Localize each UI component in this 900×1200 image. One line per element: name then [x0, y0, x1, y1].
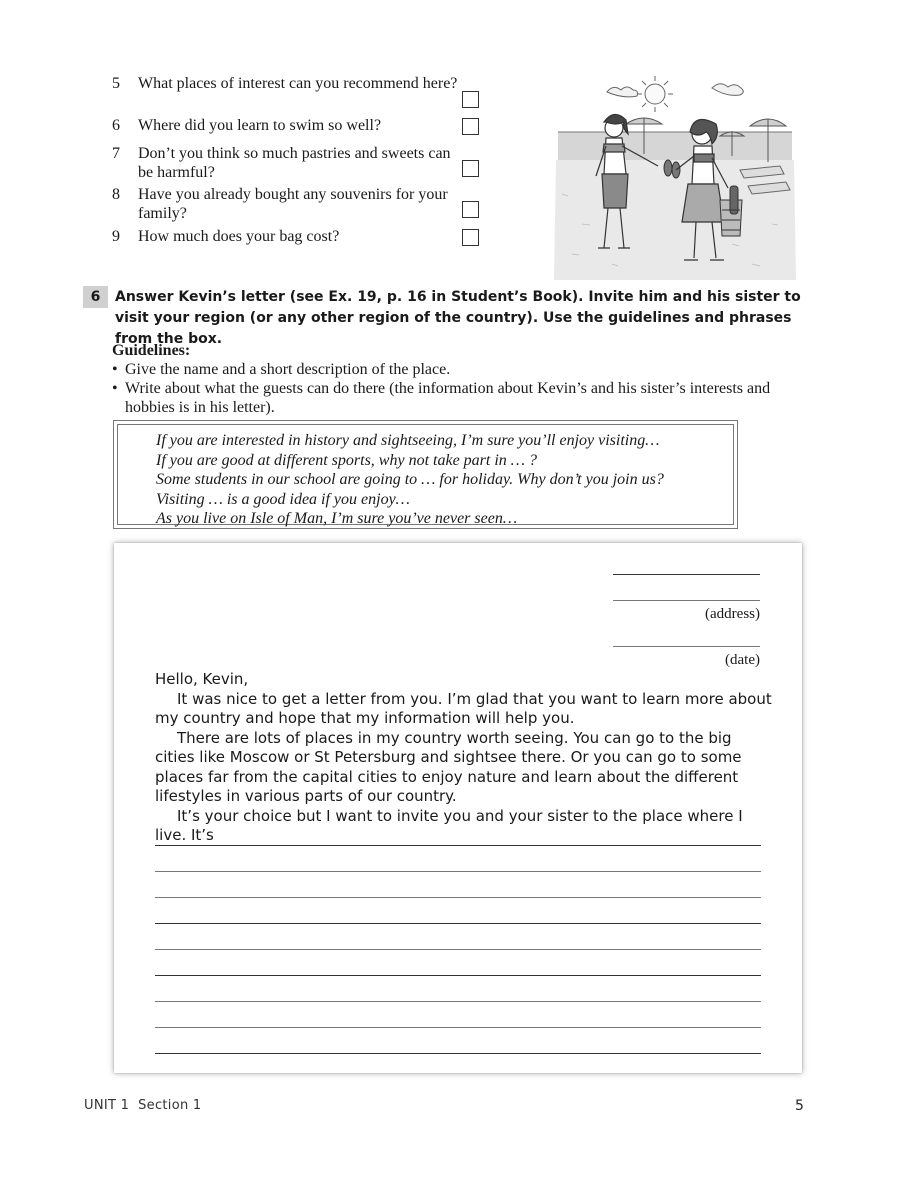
letter-paragraph: It’s your choice but I want to invite you and your sister to the place where I live. It’s [155, 806, 743, 844]
question-number: 7 [112, 145, 120, 162]
question-text: Where did you learn to swim so well? [138, 117, 382, 134]
address-line[interactable] [613, 600, 760, 601]
question-number: 8 [112, 186, 120, 203]
footer-unit: UNIT 1 [84, 1098, 130, 1113]
writing-line[interactable] [155, 1001, 761, 1002]
address-label: (address) [705, 606, 760, 622]
phrase-item: Visiting … is a good idea if you enjoy… [156, 490, 410, 508]
footer-unit-section [84, 1098, 202, 1113]
phrases-box-inner [117, 424, 734, 525]
writing-line[interactable] [155, 923, 761, 924]
writing-line[interactable] [155, 1027, 761, 1028]
question-text: What places of interest can you recommend here? [138, 75, 458, 92]
phrase-item: If you are good at different sports, why not take part in … ? [156, 451, 538, 469]
letter-paragraph: There are lots of places in my country worth seeing. You can go to the big cities like Moscow or St Petersburg and sightsee there. Or you can go to some places far from the capital cities to enjoy nature and learn about the different lifestyles in various parts of our country. [155, 728, 742, 805]
letter-paragraph: It was nice to get a letter from you. I’m glad that you want to learn more about my country and hope that my information will help you. [155, 689, 772, 727]
writing-line[interactable] [155, 845, 761, 846]
answer-checkbox[interactable] [462, 201, 479, 218]
phrase-item: Some students in our school are going to … for holiday. Why don’t you join us? [156, 471, 664, 488]
beach-illustration [552, 74, 798, 280]
letter-card [114, 543, 802, 1073]
phrase-item: As you live on Isle of Man, I’m sure you’ve never seen… [156, 510, 518, 527]
writing-line[interactable] [155, 897, 761, 898]
question-text: Have you already bought any souvenirs for your family? [138, 186, 448, 222]
question-number: 5 [112, 75, 120, 92]
phrases-box [113, 420, 738, 529]
date-line[interactable] [613, 646, 760, 647]
date-label: (date) [725, 652, 760, 668]
guideline-item: • Write about what the guests can do there (the information about Kevin’s and his sister’s interests and hobbies is in his letter). [112, 379, 812, 417]
footer-section: Section 1 [138, 1098, 202, 1113]
question-number: 6 [112, 117, 120, 134]
writing-line[interactable] [155, 975, 761, 976]
phrase-item: If you are interested in history and sightseeing, I’m sure you’ll enjoy visiting… [156, 432, 660, 449]
letter-greeting: Hello, Kevin, [155, 670, 249, 688]
guideline-item: • Give the name and a short description of the place. [112, 360, 812, 379]
writing-line[interactable] [155, 1053, 761, 1054]
answer-checkbox[interactable] [462, 229, 479, 246]
answer-checkbox[interactable] [462, 160, 479, 177]
task-number: 6 [83, 286, 108, 308]
guidelines-heading: Guidelines: [112, 342, 191, 359]
page-number: 5 [795, 1098, 804, 1114]
question-text: Don’t you think so much pastries and sweets can be harmful? [138, 145, 451, 181]
answer-checkbox[interactable] [462, 91, 479, 108]
letter-body [155, 670, 775, 846]
guidelines [112, 341, 812, 417]
address-line[interactable] [613, 574, 760, 575]
question-text: How much does your bag cost? [138, 228, 340, 245]
answer-checkbox[interactable] [462, 118, 479, 135]
writing-line[interactable] [155, 871, 761, 872]
task-instruction: Answer Kevin’s letter (see Ex. 19, p. 16 in Student’s Book). Invite him and his sister to visit your region (or any other region of the country). Use the guidelines and phrases from the box. [115, 289, 801, 347]
question-number: 9 [112, 228, 120, 245]
writing-line[interactable] [155, 949, 761, 950]
